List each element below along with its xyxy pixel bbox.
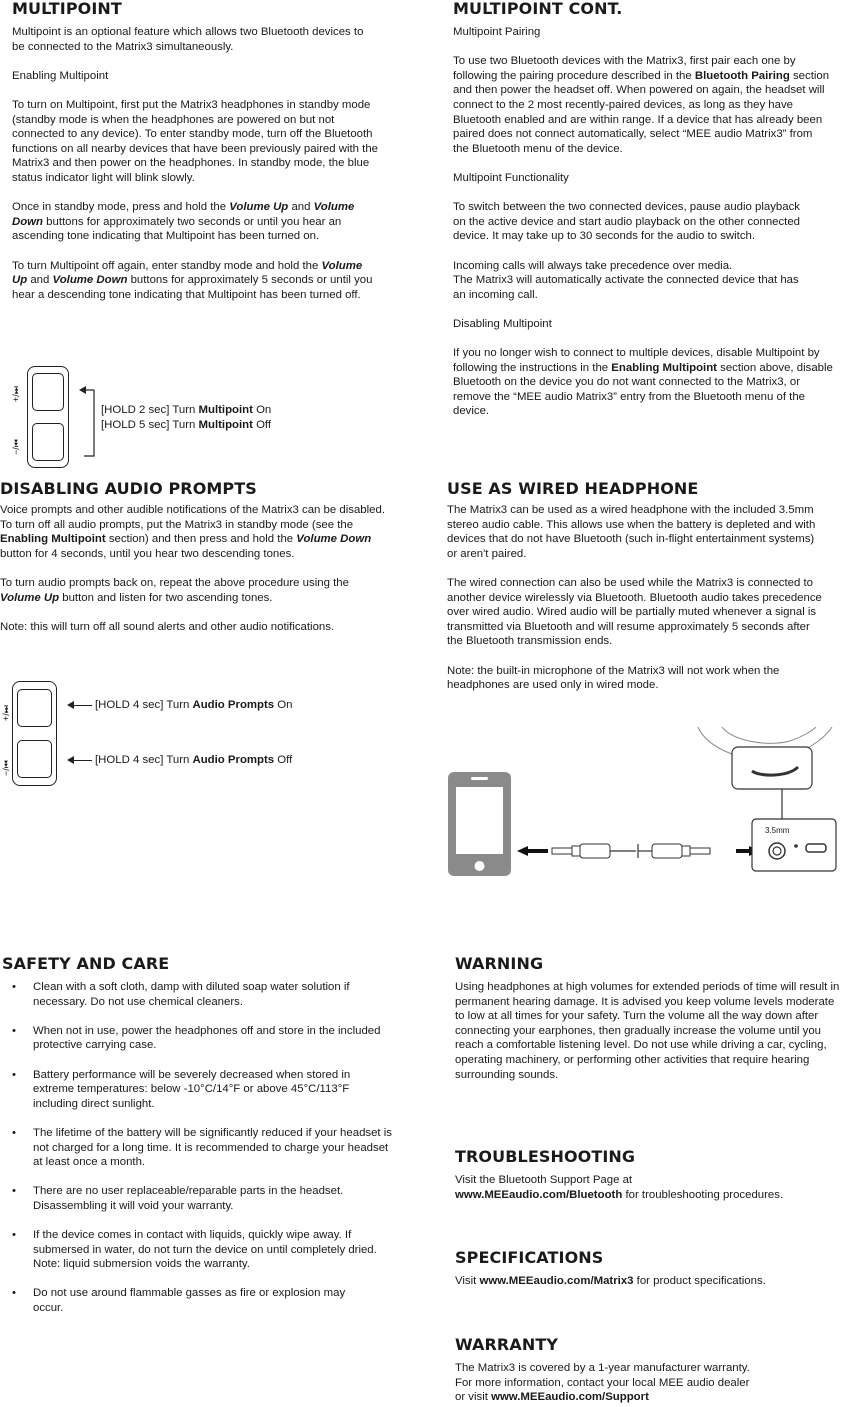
volume-down-symbol: −/⏮ <box>11 439 21 455</box>
audio-prompts-paragraph-1: Voice prompts and other audible notifications of the Matrix3 can be disabled. To turn off all audio prompts, put the Matrix3 in standby mode (see the Enabling Multipoint section) and then press and hold the Volume Down button for 4 seconds, until you hear two descending tones. <box>0 504 385 560</box>
warranty-line-3: or visit www.MEEaudio.com/Support <box>455 1391 649 1404</box>
wired-note: Note: the built-in microphone of the Matrix3 will not work when the headphones are used only in wired mode. <box>447 664 780 692</box>
warning-section <box>455 955 843 1082</box>
support-link[interactable]: www.MEEaudio.com/Support <box>491 1391 649 1404</box>
wired-paragraph-1: The Matrix3 can be used as a wired headphone with the included 3.5mm stereo audio cable. This allows use when the battery is depleted and with devices that do not have Bluetooth (such in-flight entertainment systems) or aren't paired. <box>447 504 816 560</box>
volume-down-key <box>32 423 64 461</box>
multipoint-pairing-heading: Multipoint Pairing <box>453 26 541 38</box>
multipoint-intro: Multipoint is an optional feature which allows two Bluetooth devices to be connected to the Matrix3 simultaneously. <box>12 26 364 53</box>
volume-rocker <box>27 366 69 468</box>
multipoint-cont-title: MULTIPOINT CONT. <box>453 0 623 18</box>
troubleshooting-line-2: www.MEEaudio.com/Bluetooth for troubleshooting procedures. <box>455 1188 784 1201</box>
audio-prompts-title: DISABLING AUDIO PROMPTS <box>0 479 257 498</box>
list-item: • Clean with a soft cloth, damp with diluted soap water solution if necessary. Do not use chemical cleaners. <box>2 980 398 1009</box>
list-item: • Battery performance will be severely decreased when stored in extreme temperatures: below -10°C/14°F or above 45°C/113°F including direct sunlight. <box>2 1068 363 1112</box>
list-item: • The lifetime of the battery will be significantly reduced if your headset is not charged for a long time. It is recommended to charge your headset at least once a month. <box>2 1126 395 1170</box>
pairing-paragraph: To use two Bluetooth devices with the Matrix3, first pair each one by following the pairing procedure described in the Bluetooth Pairing section and then power the headset off. When powered on again, the headset will connect to the 2 most recently-paired devices, as long as they have Bluetooth enabled and are within range. If a device that has already been paired does not connect automatically, select “MEE audio Matrix3” from the Bluetooth menu of the device. <box>453 55 830 155</box>
list-item: • When not in use, power the headphones off and store in the included protective carrying case. <box>2 1024 391 1053</box>
enable-paragraph-2: Once in standby mode, press and hold the Volume Up and Volume Down buttons for approximately two seconds or until you hear an ascending tone indicating that Multipoint has been turned on. <box>12 201 355 243</box>
callout-line-off <box>72 760 92 761</box>
callout-line-on <box>72 705 92 706</box>
volume-up-symbol-2: +/⏭ <box>1 705 11 721</box>
multipoint-functionality-heading: Multipoint Functionality <box>453 171 569 184</box>
troubleshooting-section <box>455 1148 843 1202</box>
wired-paragraph-2: The wired connection can also be used while the Matrix3 is connected to another device wirelessly via Bluetooth. Bluetooth audio takes precedence over wired audio. Wired audio will be partially muted whenever a signal is transmitted via Bluetooth and will resume approximately 5 seconds after the Bluetooth transmission ends. <box>447 576 822 648</box>
audio-prompts-note: Note: this will turn off all sound alerts and other audio notifications. <box>0 620 335 633</box>
audio-prompts-off-callout: [HOLD 4 sec] Turn Audio Prompts Off <box>95 754 293 766</box>
list-item: • There are no user replaceable/reparable parts in the headset. Disassembling it will void your warranty. <box>2 1184 401 1213</box>
enable-paragraph-1: To turn on Multipoint, first put the Matrix3 headphones in standby mode (standby mode is when the headphones are powered on but not connected to any device). To enter standby mode, turn off the Bluetooth functions on all nearby devices that have been previously paired with the Matrix3 and then power on the headphones. In standby mode, the blue status indicator light will blink slowly. <box>12 98 378 184</box>
troubleshooting-line-1: Visit the Bluetooth Support Page at <box>455 1174 633 1186</box>
specifications-section <box>455 1249 843 1289</box>
enabling-multipoint-heading: Enabling Multipoint <box>12 69 109 82</box>
volume-down-key-2 <box>17 740 52 778</box>
warning-body: Using headphones at high volumes for extended periods of time will result in permanent hearing damage. It is advised you keep volume levels moderate to low at all times for your safety. Turn the volume all the way down after connecting your earphones, then gradually increase the volume until you reach a comfortable listening level. Do not use while driving a car, cycling, operating machinery, or performing other activities that require hearing surrounding sounds. <box>455 981 840 1081</box>
warning-title: WARNING <box>455 954 544 973</box>
volume-up-key-2 <box>17 689 52 727</box>
warranty-line-2: For more information, contact your local MEE audio dealer <box>455 1376 750 1389</box>
multipoint-title: MULTIPOINT <box>12 0 122 18</box>
jack-label: 3.5mm <box>765 826 790 835</box>
wired-section <box>447 480 842 693</box>
specifications-title: SPECIFICATIONS <box>455 1248 604 1267</box>
wired-illustration <box>440 727 840 877</box>
disabling-multipoint-heading: Disabling Multipoint <box>453 317 552 330</box>
troubleshooting-title: TROUBLESHOOTING <box>455 1147 636 1166</box>
wired-title: USE AS WIRED HEADPHONE <box>447 479 699 498</box>
warranty-section <box>455 1336 843 1405</box>
volume-up-key <box>32 373 64 411</box>
list-item: • Do not use around flammable gasses as fire or explosion may occur. <box>2 1286 353 1315</box>
functionality-paragraph-2-line-1: Incoming calls will always take precedence over media. <box>453 259 733 272</box>
functionality-paragraph-2-line-2: The Matrix3 will automatically activate the connected device that has an incoming call. <box>453 274 799 301</box>
disable-multipoint-paragraph: If you no longer wish to connect to multiple devices, disable Multipoint by following the instructions in the Enabling Multipoint section above, disable Bluetooth on the device you do not want connected to the Matrix3, or remove the “MEE audio Matrix3” entry from the Bluetooth menu of the device. <box>453 347 833 418</box>
safety-title: SAFETY AND CARE <box>2 954 170 973</box>
multipoint-cont-section <box>453 0 838 419</box>
volume-rocker-2 <box>12 681 57 786</box>
multipoint-on-callout: [HOLD 2 sec] Turn Multipoint On <box>101 404 272 416</box>
volume-up-symbol: +/⏭ <box>11 386 21 402</box>
specifications-line: Visit www.MEEaudio.com/Matrix3 for product specifications. <box>455 1275 766 1287</box>
audio-prompts-section <box>0 480 395 634</box>
multipoint-section <box>12 0 407 302</box>
safety-list <box>2 980 402 1316</box>
functionality-paragraph-1: To switch between the two connected devices, pause audio playback on the active device and start audio playback on the other connected device. It may take up to 30 seconds for the audio to switch. <box>453 201 801 243</box>
warranty-title: WARRANTY <box>455 1335 559 1354</box>
audio-prompts-paragraph-2: To turn audio prompts back on, repeat the above procedure using the Volume Up button and listen for two ascending tones. <box>0 576 349 604</box>
wired-connection-diagram <box>440 727 840 877</box>
enable-paragraph-3: To turn Multipoint off again, enter standby mode and hold the Volume Up and Volume Down buttons for approximately 5 seconds or until you hear a descending tone indicating that Multipoint has been turned off. <box>12 259 373 301</box>
safety-section <box>2 955 402 1330</box>
multipoint-off-callout: [HOLD 5 sec] Turn Multipoint Off <box>101 419 272 431</box>
list-item: • If the device comes in contact with liquids, quickly wipe away. If submersed in water, do not turn the device on until completely dried. Note: liquid submersion voids the warranty. <box>2 1228 397 1272</box>
audio-prompts-on-callout: [HOLD 4 sec] Turn Audio Prompts On <box>95 699 293 711</box>
volume-down-symbol-2: −/⏮ <box>1 760 11 776</box>
specifications-link[interactable]: www.MEEaudio.com/Matrix3 <box>479 1275 634 1287</box>
bluetooth-support-link[interactable]: www.MEEaudio.com/Bluetooth <box>455 1188 623 1201</box>
warranty-line-1: The Matrix3 is covered by a 1-year manufacturer warranty. <box>455 1362 750 1374</box>
